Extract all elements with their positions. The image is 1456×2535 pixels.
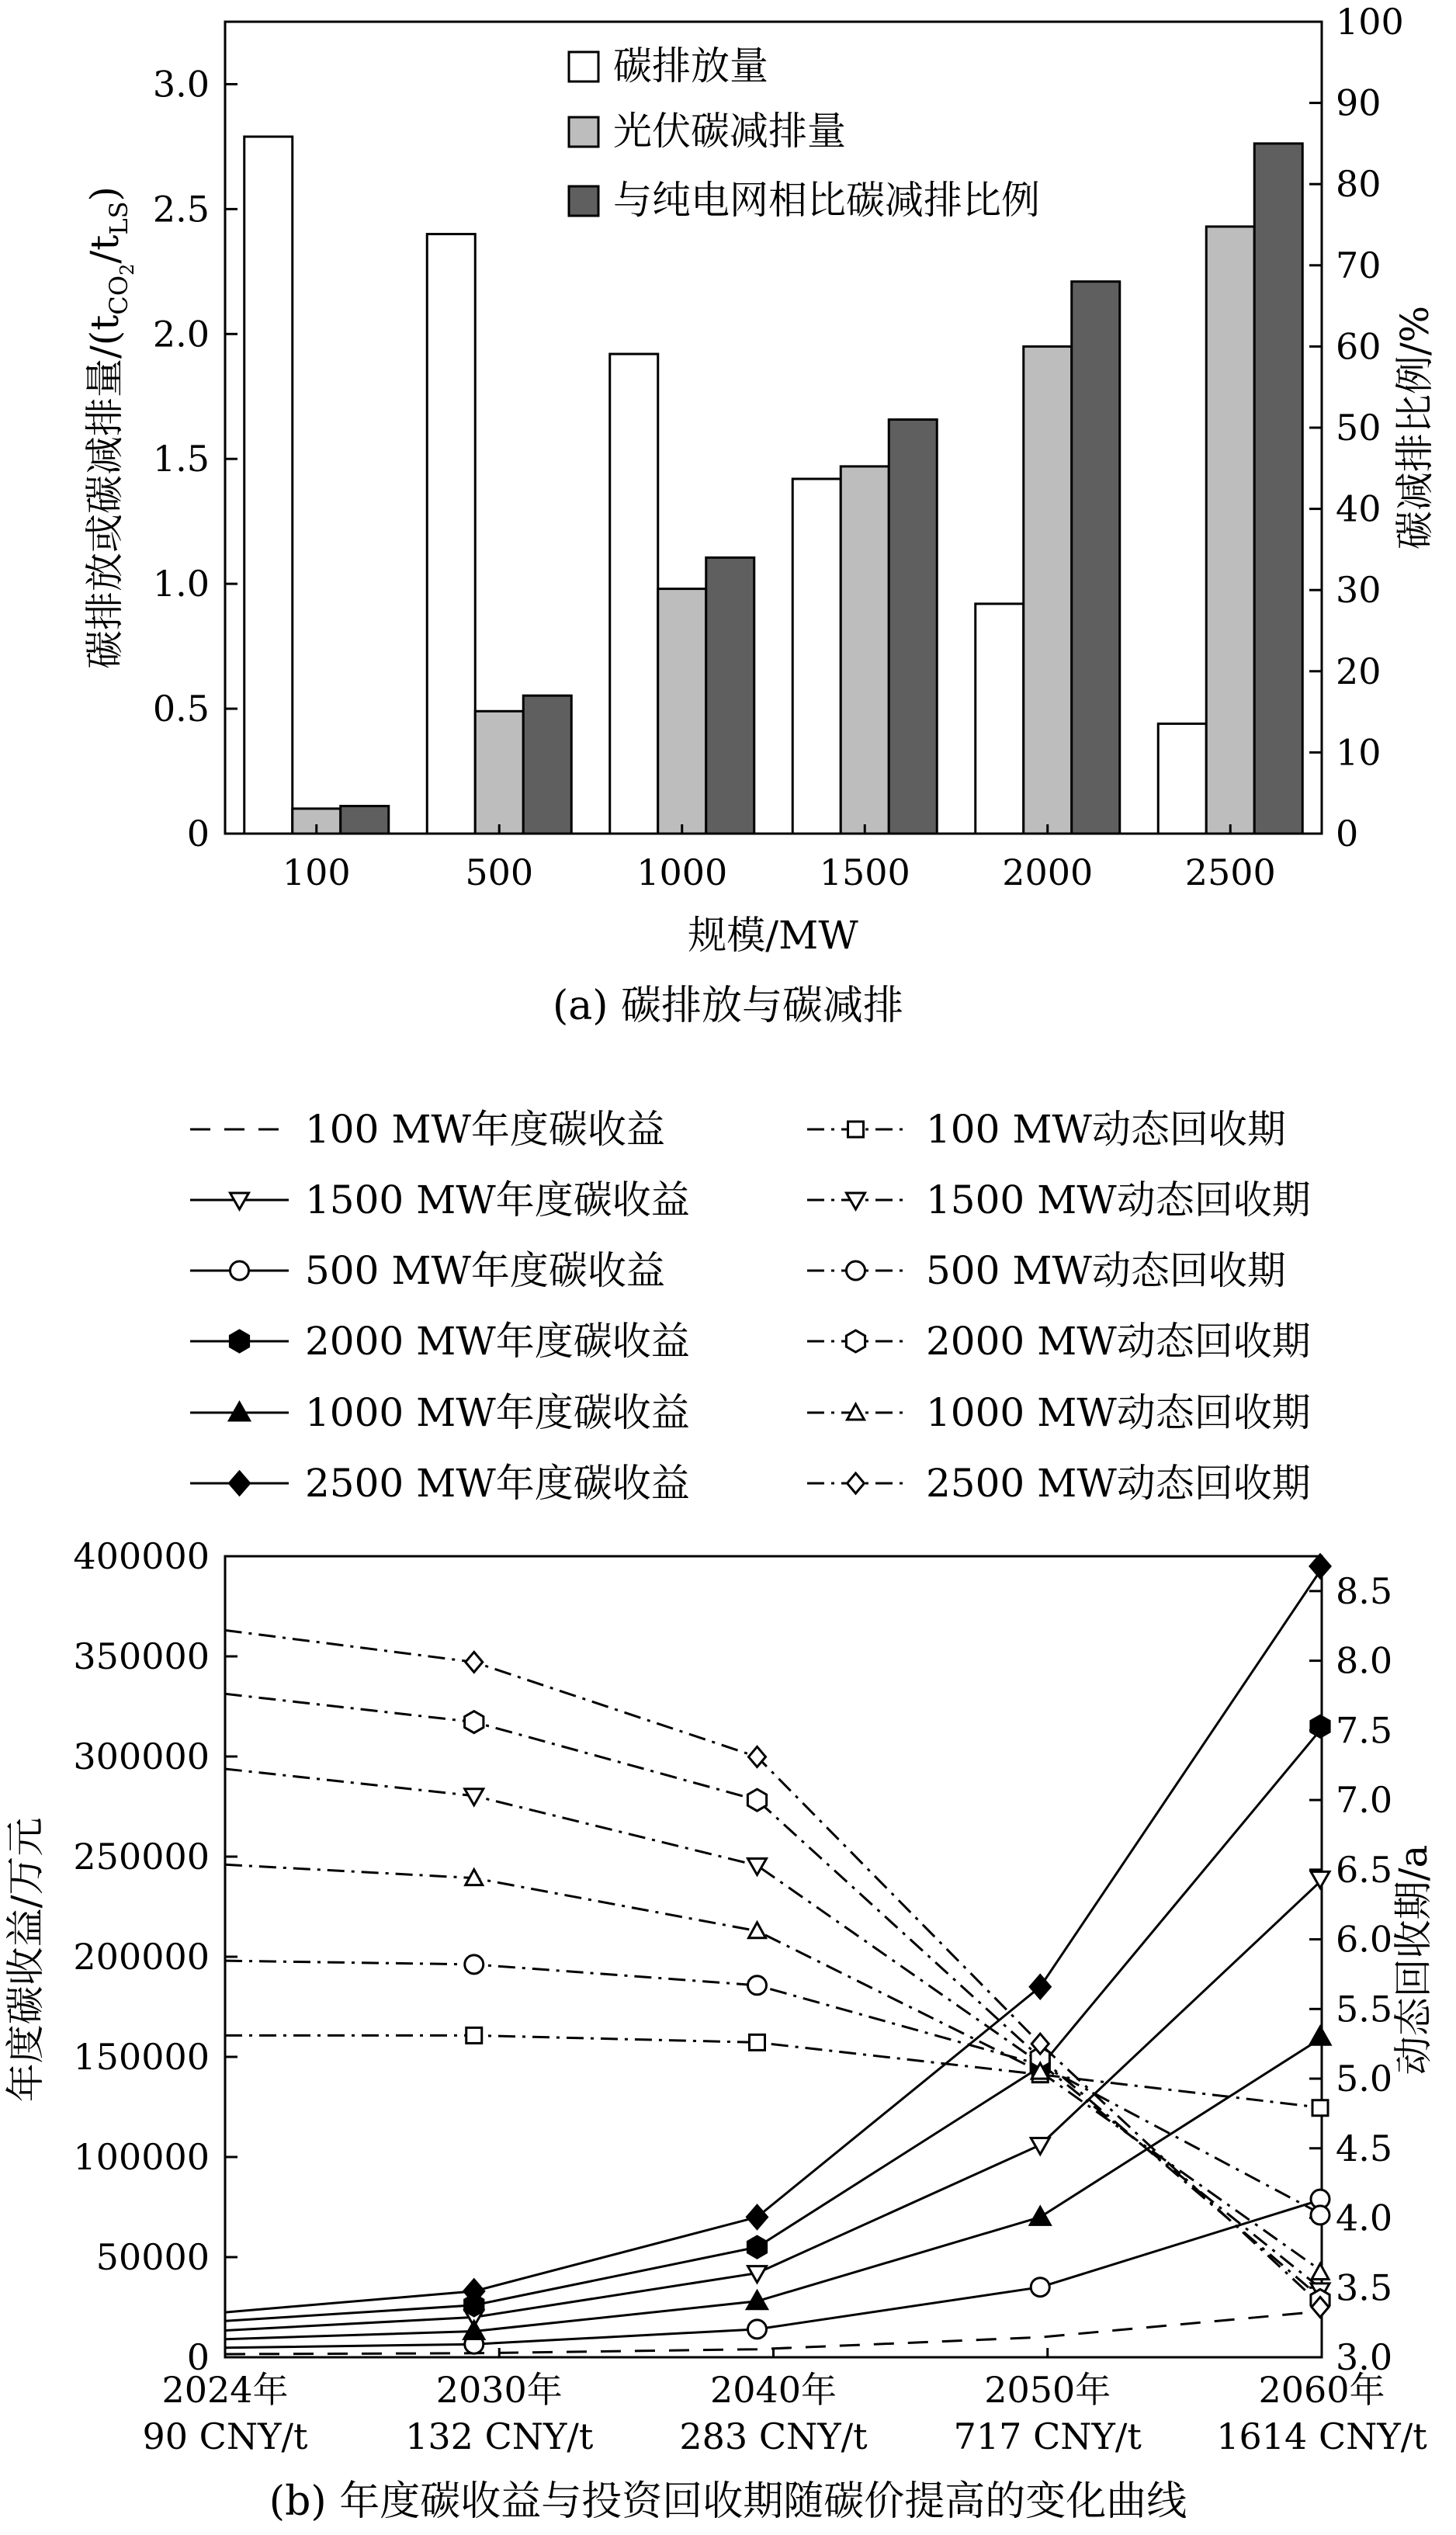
chart-a-x-label: 规模/MW bbox=[688, 913, 858, 958]
y-right-tick-label: 6.0 bbox=[1336, 1918, 1393, 1961]
bar-3 bbox=[889, 420, 937, 834]
series-4-point bbox=[465, 1789, 484, 1805]
series-4-point bbox=[748, 1858, 767, 1874]
y-left-tick-label: 150000 bbox=[73, 2036, 210, 2078]
legend-label-reduction-ratio: 与纯电网相比碳减排比例 bbox=[613, 178, 1040, 223]
series-6-point bbox=[748, 1976, 767, 1995]
series-5-point bbox=[748, 2320, 767, 2339]
bar-3 bbox=[1072, 282, 1120, 834]
series-line-3 bbox=[191, 1878, 1323, 2332]
series-2-point bbox=[1312, 2100, 1328, 2116]
legend-label-carbon-emission: 碳排放量 bbox=[613, 43, 768, 88]
bar-2 bbox=[658, 589, 706, 834]
x-tick-label: 2050年 bbox=[984, 2369, 1111, 2411]
series-8-point bbox=[747, 1789, 766, 1811]
x-tick-label: 500 bbox=[465, 851, 534, 893]
y-right-tick-label: 60 bbox=[1336, 325, 1381, 368]
y-right-tick-label: 20 bbox=[1336, 650, 1381, 692]
series-6-point bbox=[465, 1955, 484, 1974]
series-11-point bbox=[747, 2205, 768, 2228]
y-right-tick-label: 6.5 bbox=[1336, 1848, 1393, 1891]
bar-2 bbox=[841, 466, 889, 834]
series-10-point bbox=[1312, 2264, 1329, 2280]
bar-3 bbox=[523, 695, 571, 834]
x-tick-label: 2500 bbox=[1184, 851, 1276, 893]
bar-2 bbox=[475, 711, 523, 834]
legend-marker-8 bbox=[846, 1330, 865, 1352]
series-3-point bbox=[1311, 1871, 1329, 1888]
x-tick-sublabel: 717 CNY/t bbox=[953, 2415, 1142, 2457]
legend-label-8: 2000 MW动态回收期 bbox=[926, 1319, 1311, 1364]
series-12-point bbox=[466, 1652, 483, 1672]
y-right-tick-label: 3.0 bbox=[1336, 2336, 1393, 2378]
x-tick-sublabel: 90 CNY/t bbox=[142, 2415, 308, 2457]
legend-item-reduction-ratio bbox=[569, 178, 1040, 223]
ylabel-suffix: ) bbox=[82, 186, 127, 202]
y-left-tick-label: 1.0 bbox=[152, 563, 210, 605]
x-tick-sublabel: 132 CNY/t bbox=[405, 2415, 594, 2457]
series-6-point bbox=[1311, 2206, 1329, 2225]
bar-1 bbox=[427, 234, 475, 834]
series-11-point bbox=[1030, 1975, 1050, 1999]
series-line-7 bbox=[191, 1726, 1323, 2323]
chart-a-y-left-label bbox=[82, 186, 138, 669]
x-tick-label: 100 bbox=[282, 851, 351, 893]
chart-a-bar bbox=[82, 1, 1437, 1029]
legend-item-pv-reduction bbox=[569, 109, 846, 154]
legend-label-6: 500 MW动态回收期 bbox=[926, 1248, 1286, 1293]
legend-marker-7 bbox=[230, 1330, 248, 1352]
chart-a-y-right-label: 碳减排比例/% bbox=[1392, 305, 1437, 550]
y-right-tick-label: 4.5 bbox=[1336, 2127, 1393, 2169]
bar-3 bbox=[341, 806, 389, 834]
chart-b-y-right-label: 动态回收期/a bbox=[1391, 1844, 1436, 2076]
legend-marker-11 bbox=[230, 1472, 250, 1495]
y-left-tick-label: 200000 bbox=[73, 1936, 210, 1978]
y-right-tick-label: 8.0 bbox=[1336, 1639, 1393, 1682]
legend-label-9: 1000 MW年度碳收益 bbox=[305, 1390, 690, 1435]
chart-a-caption: (a) 碳排放与碳减排 bbox=[552, 983, 904, 1029]
legend-swatch-reduction-ratio bbox=[569, 186, 598, 216]
ylabel-mid: /t bbox=[82, 234, 127, 264]
ylabel-prefix: 碳排放或碳减排量/(t bbox=[82, 314, 127, 670]
series-11-point bbox=[1310, 1555, 1330, 1578]
bar-1 bbox=[610, 354, 658, 834]
series-8-point bbox=[465, 1711, 484, 1733]
y-right-tick-label: 5.5 bbox=[1336, 1988, 1393, 2030]
legend-label-2: 100 MW动态回收期 bbox=[926, 1107, 1286, 1152]
legend-label-4: 1500 MW动态回收期 bbox=[926, 1177, 1311, 1222]
y-left-tick-label: 0.5 bbox=[152, 688, 210, 730]
y-right-tick-label: 10 bbox=[1336, 731, 1381, 774]
bar-1 bbox=[792, 479, 841, 834]
y-right-tick-label: 100 bbox=[1336, 1, 1404, 43]
y-right-tick-label: 80 bbox=[1336, 163, 1381, 206]
series-10-point bbox=[749, 1923, 766, 1938]
y-right-tick-label: 7.5 bbox=[1336, 1709, 1393, 1752]
x-tick-sublabel: 283 CNY/t bbox=[679, 2415, 868, 2457]
series-2-point bbox=[750, 2034, 765, 2050]
y-right-tick-label: 4.0 bbox=[1336, 2197, 1393, 2239]
legend-label-11: 2500 MW年度碳收益 bbox=[305, 1461, 690, 1506]
legend-marker-5 bbox=[231, 1261, 249, 1280]
legend-label-7: 2000 MW年度碳收益 bbox=[305, 1319, 690, 1364]
chart-a-legend bbox=[569, 43, 1040, 223]
ylabel-sub1: CO bbox=[104, 275, 133, 315]
legend-label-5: 500 MW年度碳收益 bbox=[305, 1248, 665, 1293]
ylabel-sub2: LS bbox=[104, 201, 133, 235]
legend-swatch-carbon-emission bbox=[569, 52, 598, 81]
legend-marker-6 bbox=[847, 1261, 865, 1280]
y-left-tick-label: 250000 bbox=[73, 1836, 210, 1878]
y-right-tick-label: 3.5 bbox=[1336, 2266, 1393, 2309]
chart-b-caption: (b) 年度碳收益与投资回收期随碳价提高的变化曲线 bbox=[269, 2478, 1187, 2525]
y-left-tick-label: 0 bbox=[186, 813, 210, 855]
x-tick-label: 2024年 bbox=[161, 2369, 289, 2411]
legend-label-3: 1500 MW年度碳收益 bbox=[305, 1177, 690, 1222]
x-tick-sublabel: 1614 CNY/t bbox=[1216, 2415, 1427, 2457]
y-left-tick-label: 2.5 bbox=[152, 188, 210, 231]
bar-1 bbox=[976, 604, 1024, 834]
chart-b-x-tick-labels bbox=[143, 2348, 1428, 2457]
y-right-tick-label: 30 bbox=[1336, 569, 1381, 612]
y-right-tick-label: 40 bbox=[1336, 487, 1381, 530]
legend-swatch-pv-reduction bbox=[569, 117, 598, 147]
y-right-tick-label: 0 bbox=[1336, 813, 1359, 855]
legend-label-1: 100 MW年度碳收益 bbox=[305, 1107, 665, 1152]
y-right-tick-label: 90 bbox=[1336, 81, 1381, 124]
series-7-point bbox=[1311, 1715, 1329, 1737]
x-tick-label: 2000 bbox=[1002, 851, 1094, 893]
x-tick-label: 2030年 bbox=[435, 2369, 563, 2411]
chart-b-y-left-label: 年度碳收益/万元 bbox=[3, 1817, 48, 2103]
legend-label-pv-reduction: 光伏碳减排量 bbox=[613, 109, 846, 154]
x-tick-label: 1500 bbox=[819, 851, 910, 893]
ylabel-sub1b: 2 bbox=[116, 263, 138, 276]
bar-1 bbox=[1158, 723, 1206, 834]
y-left-tick-label: 50000 bbox=[95, 2236, 210, 2278]
y-right-tick-label: 5.0 bbox=[1336, 2058, 1393, 2100]
y-left-tick-label: 0 bbox=[186, 2336, 210, 2378]
y-right-tick-label: 8.5 bbox=[1336, 1569, 1393, 1612]
y-left-tick-label: 400000 bbox=[73, 1535, 210, 1577]
y-left-tick-label: 300000 bbox=[73, 1736, 210, 1777]
y-right-tick-label: 7.0 bbox=[1336, 1779, 1393, 1822]
y-right-tick-label: 50 bbox=[1336, 407, 1381, 449]
series-2-point bbox=[466, 2027, 482, 2043]
y-left-tick-label: 100000 bbox=[73, 2136, 210, 2178]
x-tick-label: 2040年 bbox=[709, 2369, 837, 2411]
y-left-tick-label: 3.0 bbox=[152, 63, 210, 106]
y-left-tick-label: 1.5 bbox=[152, 438, 210, 480]
legend-item-carbon-emission bbox=[569, 43, 768, 88]
series-line-11 bbox=[191, 1566, 1323, 2315]
legend-marker-2 bbox=[848, 1122, 864, 1137]
x-tick-label: 2060年 bbox=[1258, 2369, 1385, 2411]
series-3-point bbox=[1031, 2138, 1049, 2155]
series-7-point bbox=[747, 2236, 766, 2258]
series-9-point bbox=[1310, 2027, 1330, 2044]
bar-3 bbox=[1254, 144, 1302, 834]
chart-b-legend bbox=[190, 1107, 1311, 1506]
legend-label-10: 1000 MW动态回收期 bbox=[926, 1390, 1311, 1435]
x-tick-label: 1000 bbox=[636, 851, 728, 893]
y-left-tick-label: 350000 bbox=[73, 1635, 210, 1677]
chart-b-series bbox=[191, 1555, 1330, 2354]
series-9-point bbox=[1030, 2207, 1050, 2225]
bar-1 bbox=[244, 137, 293, 834]
bar-2 bbox=[1024, 346, 1072, 834]
legend-label-12: 2500 MW动态回收期 bbox=[926, 1461, 1311, 1506]
bar-2 bbox=[1206, 227, 1254, 834]
chart-b-line bbox=[3, 1535, 1436, 2525]
bar-3 bbox=[706, 557, 754, 834]
y-left-tick-label: 2.0 bbox=[152, 313, 210, 355]
y-right-tick-label: 70 bbox=[1336, 244, 1381, 286]
legend-marker-12 bbox=[848, 1473, 865, 1493]
series-5-point bbox=[1031, 2278, 1049, 2297]
chart-a-bars bbox=[244, 137, 1303, 834]
